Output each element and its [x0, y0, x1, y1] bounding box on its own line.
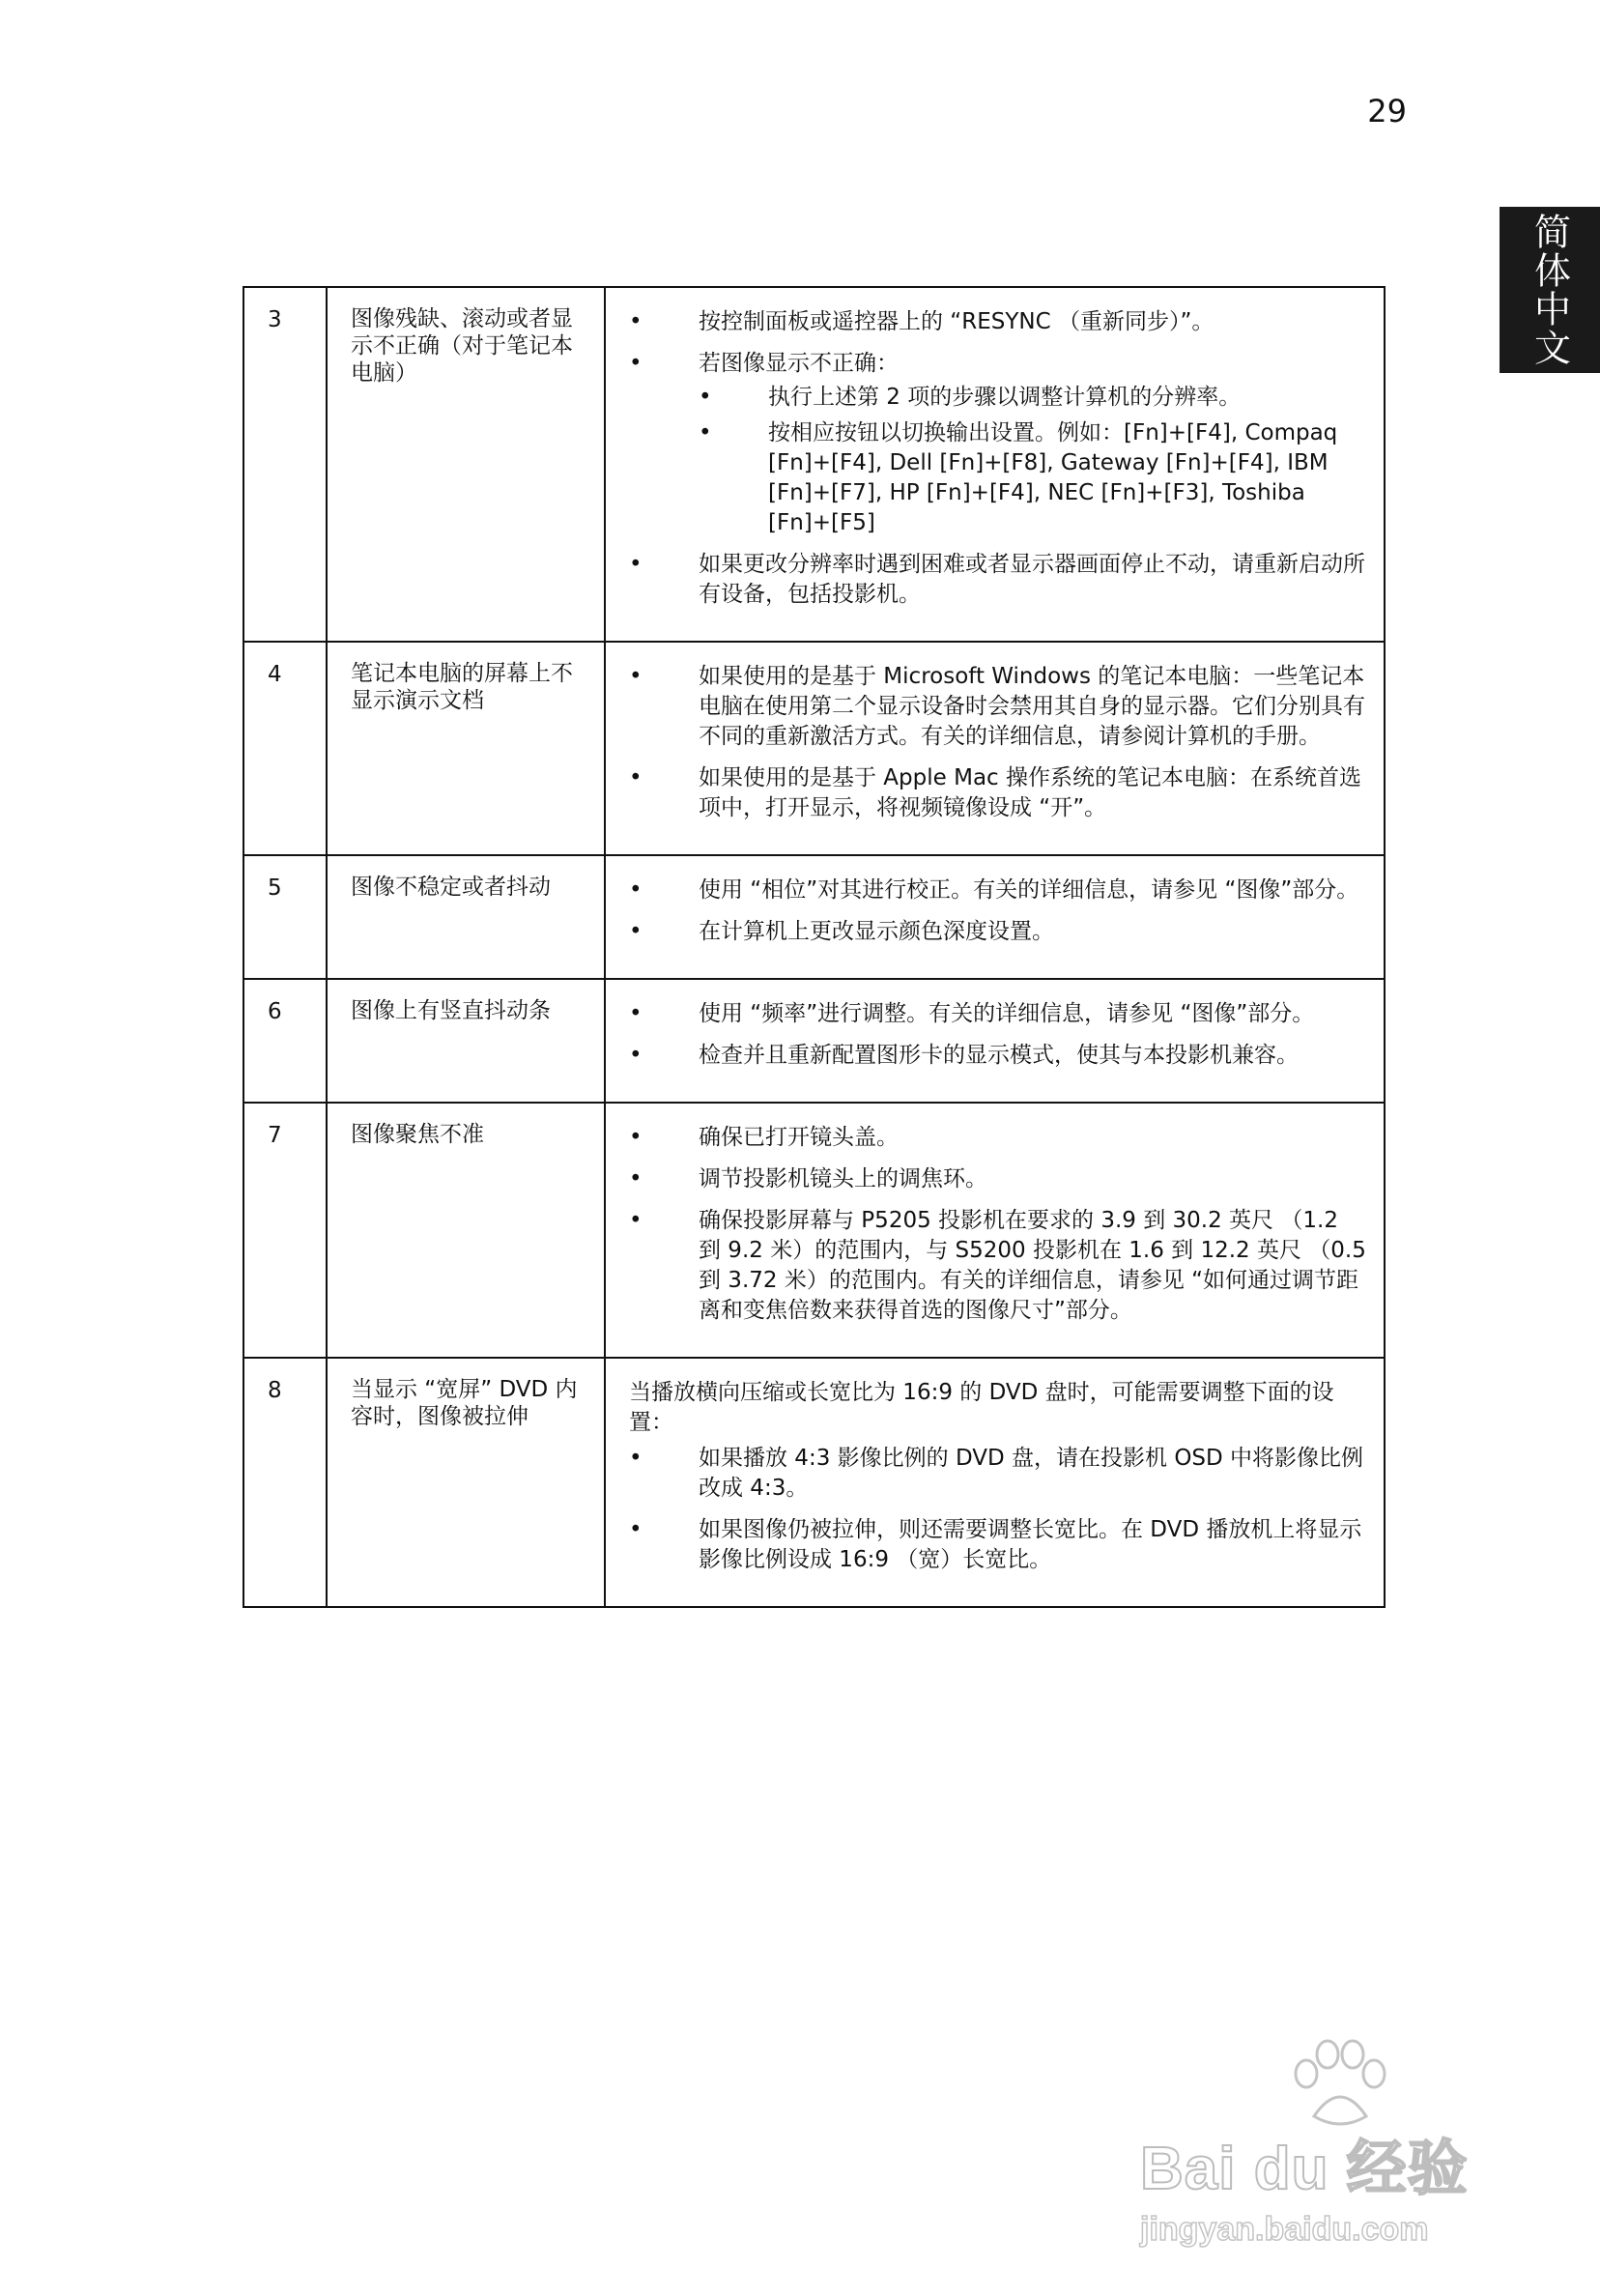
solution-intro: 当播放横向压缩或长宽比为 16:9 的 DVD 盘时，可能需要调整下面的设置：	[629, 1380, 1334, 1435]
solution-item	[629, 1164, 1366, 1194]
solution-cell	[605, 1358, 1385, 1607]
language-tab: 简体中文	[1500, 207, 1600, 373]
row-number: 8	[243, 1358, 327, 1607]
table-row	[243, 1103, 1385, 1358]
solution-text: 确保已打开镜头盖。	[699, 1125, 899, 1150]
solution-item	[629, 999, 1366, 1029]
row-number: 5	[243, 855, 327, 979]
solution-text: 使用 “相位”对其进行校正。有关的详细信息，请参见 “图像”部分。	[699, 877, 1359, 903]
problem-description: 笔记本电脑的屏幕上不显示演示文档	[327, 642, 605, 855]
solution-cell	[605, 287, 1385, 642]
solution-item	[629, 875, 1366, 905]
solution-text: 如果使用的是基于 Microsoft Windows 的笔记本电脑：一些笔记本电脑在使用第二个显示设备时会禁用其自身的显示器。它们分别具有不同的重新激活方式。有关的详细信息，请参阅计算机的手册。	[699, 664, 1365, 749]
solution-item	[629, 1515, 1366, 1575]
solution-item	[629, 349, 1366, 538]
problem-description: 图像上有竖直抖动条	[327, 979, 605, 1103]
solution-item	[629, 307, 1366, 337]
solution-list	[629, 1123, 1366, 1326]
solution-cell	[605, 642, 1385, 855]
sub-list	[699, 383, 1366, 538]
page-number: 29	[1367, 93, 1407, 129]
solution-list	[629, 875, 1366, 947]
row-number: 7	[243, 1103, 327, 1358]
solution-list	[629, 307, 1366, 610]
solution-item	[629, 662, 1366, 752]
table-row	[243, 1358, 1385, 1607]
solution-cell	[605, 1103, 1385, 1358]
solution-text: 检查并且重新配置图形卡的显示模式，使其与本投影机兼容。	[699, 1043, 1299, 1068]
solution-text: 如果图像仍被拉伸，则还需要调整长宽比。在 DVD 播放机上将显示影像比例设成 16:9 （宽）长宽比。	[699, 1517, 1362, 1572]
solution-text: 按控制面板或遥控器上的 “RESYNC （重新同步）”。	[699, 309, 1214, 334]
row-number: 3	[243, 287, 327, 642]
problem-description: 图像不稳定或者抖动	[327, 855, 605, 979]
sub-item: • 按相应按钮以切换输出设置。例如：[Fn]+[F4], Compaq [Fn]+[F4], Dell [Fn]+[F8], Gateway [Fn]+[F4], IBM [Fn]+[F7], HP [Fn]+[F4], NEC [Fn]+[F3], Toshiba [Fn]+[F5]	[699, 418, 1366, 538]
solution-list	[629, 662, 1366, 823]
watermark-logo: Bai du 经验	[1140, 2136, 1469, 2202]
sub-item: • 执行上述第 2 项的步骤以调整计算机的分辨率。	[699, 383, 1366, 413]
table-row	[243, 855, 1385, 979]
solution-text: 调节投影机镜头上的调焦环。	[699, 1166, 987, 1191]
solution-list	[629, 1444, 1366, 1575]
solution-text: 如果播放 4:3 影像比例的 DVD 盘，请在投影机 OSD 中将影像比例改成 4:3。	[699, 1446, 1364, 1501]
solution-text: 确保投影屏幕与 P5205 投影机在要求的 3.9 到 30.2 英尺 （1.2 到 9.2 米）的范围内，与 S5200 投影机在 1.6 到 12.2 英尺 （0.5 到 3.72 米）的范围内。有关的详细信息，请参见 “如何通过调节距离和变焦倍数来获得首选的图像尺寸”部分。	[699, 1208, 1366, 1323]
solution-text: 如果使用的是基于 Apple Mac 操作系统的笔记本电脑：在系统首选项中，打开显示，将视频镜像设成 “开”。	[699, 765, 1361, 820]
row-number: 6	[243, 979, 327, 1103]
solution-item	[629, 1041, 1366, 1071]
table-row	[243, 287, 1385, 642]
baidu-jingyan-watermark	[1121, 2039, 1527, 2261]
solution-cell	[605, 979, 1385, 1103]
solution-item	[629, 763, 1366, 823]
problem-description: 图像聚焦不准	[327, 1103, 605, 1358]
solution-text: 在计算机上更改显示颜色深度设置。	[699, 919, 1054, 944]
problem-description: 图像残缺、滚动或者显示不正确（对于笔记本电脑）	[327, 287, 605, 642]
table-row	[243, 642, 1385, 855]
table-row	[243, 979, 1385, 1103]
solution-text: 使用 “频率”进行调整。有关的详细信息，请参见 “图像”部分。	[699, 1001, 1315, 1026]
solution-text: 若图像显示不正确：	[699, 351, 899, 376]
solution-list	[629, 999, 1366, 1071]
troubleshooting-table	[243, 286, 1386, 1608]
solution-cell	[605, 855, 1385, 979]
row-number: 4	[243, 642, 327, 855]
watermark-url: jingyan.baidu.com	[1140, 2211, 1429, 2248]
problem-description: 当显示 “宽屏” DVD 内容时，图像被拉伸	[327, 1358, 605, 1607]
solution-text: 如果更改分辨率时遇到困难或者显示器画面停止不动，请重新启动所有设备，包括投影机。	[699, 552, 1365, 607]
solution-item	[629, 550, 1366, 610]
solution-item	[629, 1206, 1366, 1326]
solution-item	[629, 1123, 1366, 1153]
solution-item	[629, 1444, 1366, 1504]
solution-item	[629, 917, 1366, 947]
